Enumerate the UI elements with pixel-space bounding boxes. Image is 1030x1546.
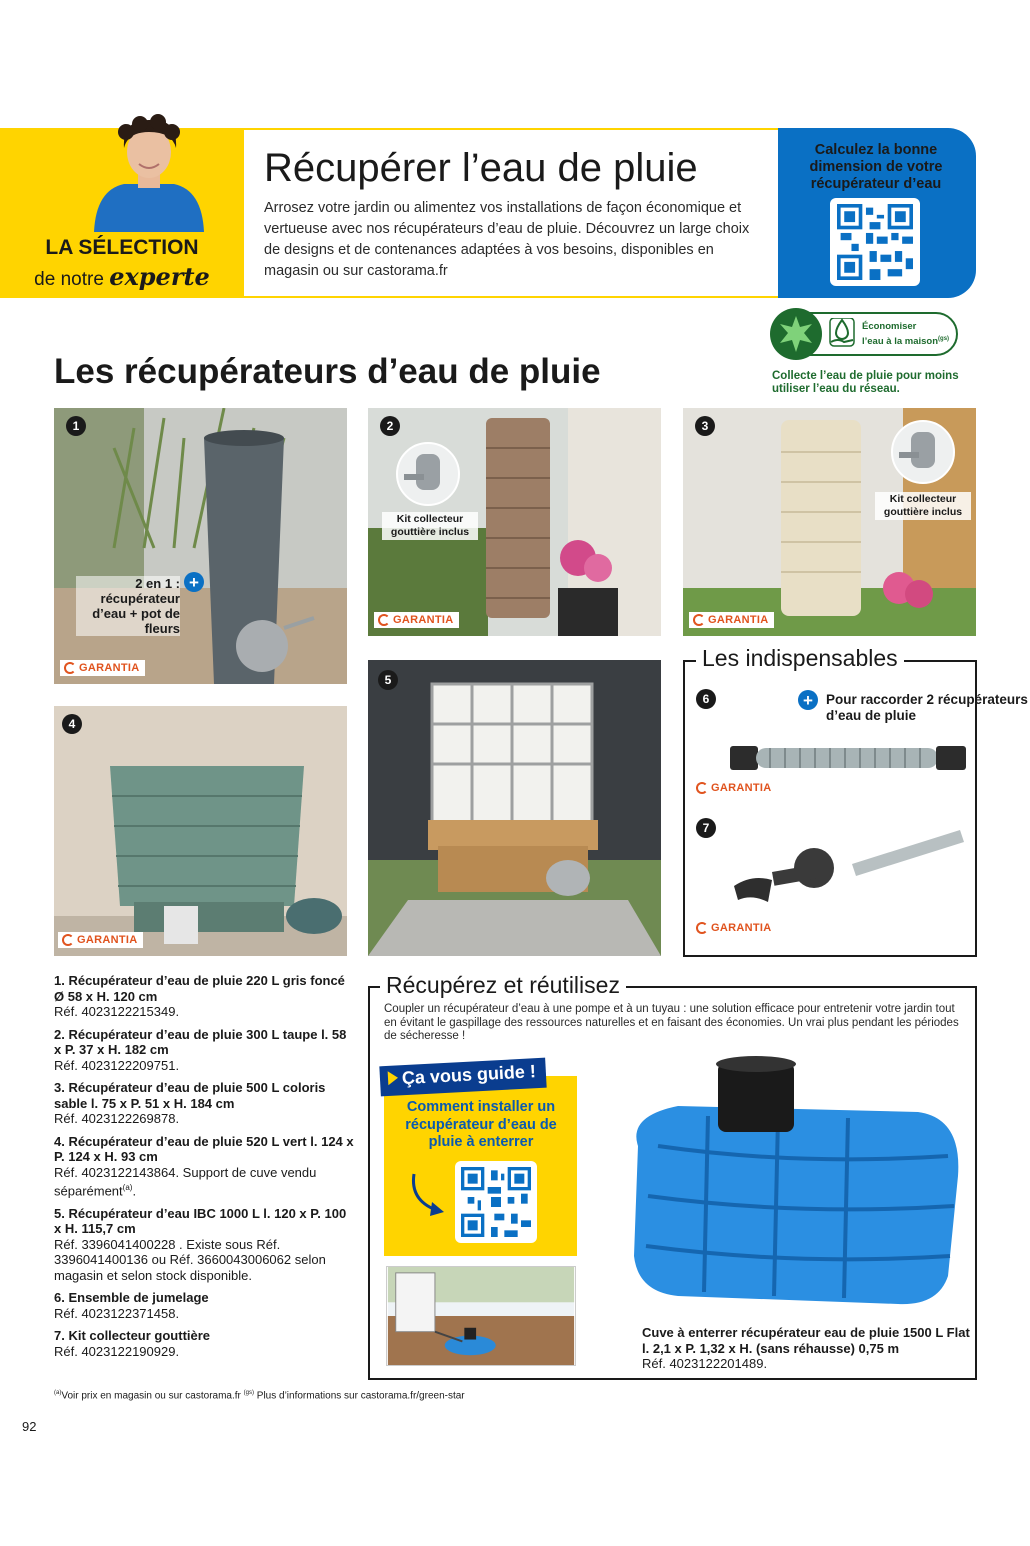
list-item: [54, 1134, 354, 1199]
green-star-label-line1: Économiser: [862, 321, 917, 332]
footnote-sup-gs: (gs): [243, 1390, 254, 1396]
garantia-icon: [696, 782, 708, 794]
product-title: 7. Kit collecteur gouttière: [54, 1328, 211, 1344]
list-item: [54, 1328, 354, 1359]
selection-subtitle: [0, 262, 244, 291]
raccorder-label: Pour raccorder 2 récupérateurs d’eau de pluie: [826, 692, 1028, 723]
product-ref: Réf. 4023122371458.: [54, 1305, 180, 1321]
section-title: Les récupérateurs d’eau de pluie: [54, 352, 601, 391]
kit-included-label-2: Kit collecteur gouttière inclus: [382, 512, 478, 540]
product-ref-sup: (a): [122, 1183, 133, 1192]
star-icon: [770, 308, 822, 360]
green-star-sup: (gs): [938, 336, 950, 342]
product-title: 1. Récupérateur d’eau de pluie 220 L gris foncé Ø 58 x H. 120 cm: [54, 973, 345, 1004]
planter-photo: [54, 408, 347, 684]
list-item: [54, 973, 354, 1020]
collector-icon: [893, 422, 953, 482]
garantia-logo: [689, 612, 774, 628]
product-ref: Réf. 4023122269878.: [54, 1111, 180, 1126]
product-number-7: 7: [696, 818, 716, 838]
garantia-icon: [696, 922, 708, 934]
cuve-title: Cuve à enterrer récupérateur eau de pluie 1500 L Flat l. 2,1 x P. 1,32 x H. (sans réhausse) 0,75 m: [642, 1325, 970, 1356]
page-number: 92: [22, 1419, 37, 1434]
page-title: Récupérer l’eau de pluie: [264, 146, 698, 190]
product-title: 2. Récupérateur d’eau de pluie 300 L taupe l. 58 x P. 37 x H. 182 cm: [54, 1026, 347, 1057]
recuperez-text: Coupler un récupérateur d’eau à une pompe et à un tuyau : une solution efficace pour entretenir votre jardin tout en évitant le gaspillage des ressources naturelles et en faisant des économies. Un vrai plus pendant les périodes de sécheresse !: [384, 1003, 959, 1042]
coupling-hose-icon[interactable]: [730, 738, 966, 778]
garantia-text: GARANTIA: [708, 614, 769, 626]
garantia-logo: [374, 612, 459, 628]
product-ref: Réf. 3396041400228 . Existe sous Réf. 3396041400136 ou Réf. 3660043006062 selon magasin et selon stock disponible.: [54, 1236, 326, 1283]
list-item: [54, 1027, 354, 1074]
guide-text: Comment installer un récupérateur d’eau de pluie à enterrer: [405, 1099, 557, 1150]
qr-pattern-icon: [836, 204, 914, 280]
calc-text: Calculez la bonne dimension de votre récupérateur d’eau: [809, 142, 943, 192]
product-title: 5. Récupérateur d’eau IBC 1000 L l. 120 x P. 100 x H. 115,7 cm: [54, 1205, 347, 1237]
guide-badge: Ça vous guide !: [379, 1058, 546, 1097]
qr-pattern-icon: [461, 1167, 531, 1237]
product-image-2[interactable]: [368, 408, 661, 636]
product-image-5[interactable]: [368, 660, 661, 956]
green-star-label-line2: l’eau à la maison: [862, 336, 939, 348]
footnote-text-a: Voir prix en magasin ou sur castorama.fr: [61, 1390, 244, 1402]
garantia-text: GARANTIA: [711, 782, 772, 794]
product-ref: Réf. 4023122209751.: [54, 1057, 180, 1073]
collector-inset-3: [891, 420, 955, 484]
gutter-kit-icon[interactable]: [732, 824, 964, 914]
green-star-description: Collecte l’eau de pluie pour moins utiliser l’eau du réseau.: [772, 370, 959, 395]
plus-icon: +: [184, 572, 204, 592]
selection-prefix: de notre: [34, 269, 104, 290]
footnote: [54, 1390, 465, 1401]
water-hand-icon: [828, 318, 856, 348]
product-ref-end: .: [132, 1183, 137, 1199]
kit-included-label-3: Kit collecteur gouttière inclus: [875, 492, 971, 520]
two-in-one-label: 2 en 1 : récupérateur d’eau + pot de fleurs: [76, 576, 180, 636]
product-number-3: 3: [695, 416, 715, 436]
garantia-text: GARANTIA: [711, 922, 772, 934]
play-icon: [388, 1071, 399, 1086]
garantia-icon: [62, 934, 74, 946]
product-list: [54, 973, 354, 1366]
product-number-5: 5: [378, 670, 398, 690]
garantia-logo: [58, 932, 143, 948]
garantia-text: GARANTIA: [79, 662, 140, 674]
green-star-label: [862, 321, 949, 348]
product-title: 4. Récupérateur d’eau de pluie 520 L vert l. 124 x P. 124 x H. 93 cm: [54, 1133, 354, 1164]
list-item: [54, 1290, 354, 1321]
garantia-icon: [64, 662, 76, 674]
garantia-logo: [60, 660, 145, 676]
recuperez-title: Récupérez et réutilisez: [380, 972, 626, 999]
list-item: [54, 1206, 354, 1284]
cuve-ref: Réf. 4023122201489.: [642, 1356, 768, 1371]
product-number-4: 4: [62, 714, 82, 734]
collector-inset-2: [396, 442, 460, 506]
curved-arrow-icon: [406, 1170, 450, 1222]
garantia-text: GARANTIA: [393, 614, 454, 626]
selection-title: LA SÉLECTION: [45, 236, 199, 259]
garantia-text: GARANTIA: [77, 934, 138, 946]
garantia-icon: [378, 614, 390, 626]
cuve-caption: [642, 1325, 972, 1372]
product-image-4[interactable]: [54, 706, 347, 956]
garantia-logo: [692, 920, 777, 936]
product-title: 6. Ensemble de jumelage: [54, 1290, 209, 1306]
garantia-icon: [693, 614, 705, 626]
qr-code-guide[interactable]: [455, 1161, 537, 1243]
collector-icon: [398, 444, 458, 504]
product-number-6: 6: [696, 689, 716, 709]
footnote-sup-a: (a): [54, 1390, 62, 1396]
product-ref: Réf. 4023122190929.: [54, 1343, 180, 1359]
product-ref: [54, 1165, 354, 1199]
product-title: 3. Récupérateur d’eau de pluie 500 L coloris sable l. 75 x P. 51 x H. 184 cm: [54, 1080, 326, 1111]
product-number-1: 1: [66, 416, 86, 436]
indispensables-title: Les indispensables: [696, 645, 904, 672]
green-tank-photo: [54, 706, 347, 956]
product-number-2: 2: [380, 416, 400, 436]
product-ref-text: Réf. 4023122143864. Support de cuve vendu séparément: [54, 1164, 317, 1199]
installation-diagram[interactable]: [386, 1266, 576, 1366]
qr-code-calc[interactable]: [830, 198, 920, 286]
plus-icon: +: [798, 690, 818, 710]
product-ref: Réf. 4023122215349.: [54, 1004, 180, 1019]
list-item: [54, 1080, 354, 1127]
garantia-logo: [692, 780, 777, 796]
intro-text: Arrosez votre jardin ou alimentez vos installations de façon économique et vertueuse avec nos récupérateurs d’eau de pluie. Découvrez un large choix de designs et de contenances adaptées à vos besoins, disponibles en magasin ou sur castorama.fr: [264, 200, 750, 279]
footnote-text-gs: Plus d’informations sur castorama.fr/green-star: [254, 1390, 465, 1402]
green-star-circle: [770, 308, 822, 360]
ibc-tank-photo: [368, 660, 661, 956]
product-image-1[interactable]: [54, 408, 347, 684]
expert-photo: [84, 112, 214, 232]
product-image-3[interactable]: [683, 408, 976, 636]
underground-tank-image[interactable]: [618, 1056, 974, 1316]
selection-script: experte: [109, 262, 210, 291]
